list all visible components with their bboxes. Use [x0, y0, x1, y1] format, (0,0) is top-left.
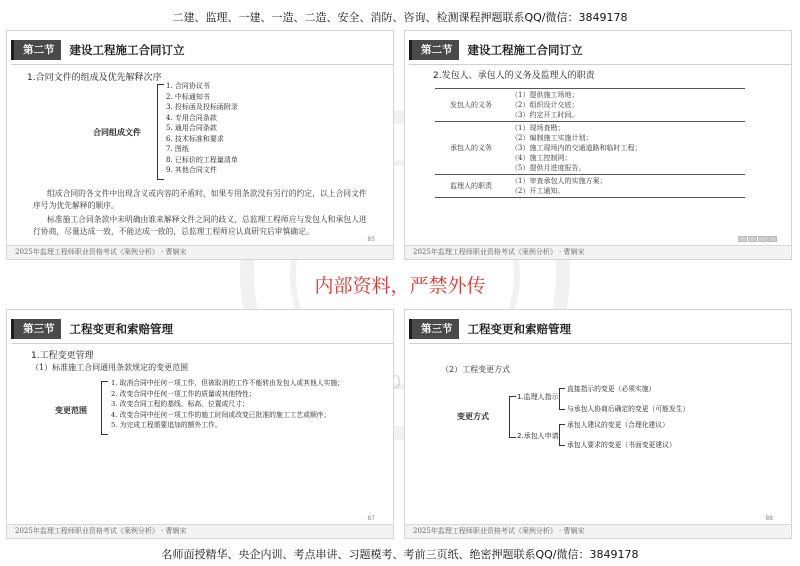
table-row — [435, 122, 745, 175]
slide-footer: 2025年监理工程师职业资格考试《案例分析》 · 曹娴宋 — [405, 524, 791, 538]
list-item: 承包人建议的变更（合理化建议） — [567, 421, 669, 429]
list-item: 3. 投标函及投标函附录 — [166, 103, 238, 111]
list-item: 5. 通用合同条款 — [166, 124, 217, 132]
list-item: 3. 改变合同工程的基线、标高、位置或尺寸； — [111, 400, 249, 408]
list-item: 6. 技术标准和要求 — [166, 134, 224, 143]
slide-subheading: （2）工程变更方式 — [441, 365, 511, 374]
title-divider — [409, 343, 791, 344]
list-item: （3）约定开工时间。 — [511, 111, 579, 119]
change-scope-list — [111, 378, 344, 431]
section-badge: 第二节 — [11, 40, 61, 60]
slide-title: 工程变更和索赔管理 — [467, 322, 571, 336]
slide-footer: 2025年监理工程师职业资格考试《案例分析》 · 曹娴宋 — [7, 245, 393, 259]
section-badge: 第二节 — [409, 40, 459, 60]
bracket — [101, 381, 108, 435]
bracket — [157, 84, 164, 180]
list-item: 9. 其他合同文件 — [166, 166, 217, 174]
section-badge: 第三节 — [409, 319, 459, 339]
row-label: 发包人的义务 — [435, 89, 507, 122]
slide-subheading: 1.工程变更管理 — [31, 351, 94, 361]
list-item: 5. 为完成工程需要追加的额外工作。 — [111, 421, 222, 429]
diagram-label: 变更范围 — [55, 406, 87, 415]
slide-title: 建设工程施工合同订立 — [467, 43, 583, 57]
slide-footer: 2025年监理工程师职业资格考试《案例分析》 · 曹娴宋 — [405, 245, 791, 259]
slide-subheading-2: （1）标准施工合同通用条款规定的变更范围 — [31, 363, 189, 372]
list-item: 承包人要求的变更（书面变更建议） — [567, 441, 676, 449]
duties-table — [435, 88, 745, 198]
branch-label: 2.承包人申请 — [517, 432, 559, 440]
diagram-label: 合同组成文件 — [93, 128, 141, 137]
confidential-notice: 内部资料，严禁外传 — [314, 275, 486, 297]
slide-88 — [404, 309, 792, 539]
bracket — [559, 424, 565, 446]
branch-label: 1.监理人指示 — [517, 393, 559, 401]
list-item: 4. 专用合同条款 — [166, 113, 217, 122]
slide-title: 建设工程施工合同订立 — [69, 43, 185, 57]
table-row — [435, 89, 745, 122]
row-items — [507, 175, 745, 198]
slide-footer: 2025年监理工程师职业资格考试《案例分析》 · 曹娴宋 — [7, 524, 393, 538]
diagram-label: 变更方式 — [457, 412, 489, 421]
list-item: （5）提供月进度报告。 — [511, 164, 586, 172]
paragraph: 组成合同的各文件中出现含义或内容的矛盾时，如果专用条款没有另行的约定，以上合同文件序号为优先解释的顺序。 — [33, 189, 367, 210]
list-item: 8. 已标价的工程量清单 — [166, 155, 238, 164]
list-item: （2）组织设计交底； — [511, 101, 579, 109]
row-label: 承包人的义务 — [435, 122, 507, 175]
slide-86 — [404, 30, 792, 260]
list-item: 与承包人协商后确定的变更（可能发生） — [567, 405, 690, 413]
contract-doc-list — [166, 81, 238, 176]
row-label: 监理人的职责 — [435, 175, 507, 198]
page-number: 88 — [765, 515, 773, 522]
row-items — [507, 122, 745, 175]
slide-title-bar — [11, 40, 185, 60]
slide-title-bar — [409, 40, 583, 60]
slide-85 — [6, 30, 394, 260]
list-item: （2）开工通知。 — [511, 187, 565, 195]
list-item: （3）施工现场内的交通道路和临时工程； — [511, 144, 642, 152]
list-item: 2. 中标通知书 — [166, 92, 210, 101]
list-item: （1）现场查勘； — [511, 124, 565, 132]
list-item: （1）提供施工场地； — [511, 91, 579, 99]
title-divider — [409, 64, 791, 65]
header-banner: 二建、监理、一建、一造、二造、安全、消防、咨询、检测课程押题联系QQ/微信：3849178 — [172, 11, 628, 24]
slide-title-bar — [11, 319, 173, 339]
slide-subheading: 1.合同文件的组成及优先解释次序 — [27, 73, 162, 83]
bracket — [509, 396, 516, 438]
slide-subheading: 2.发包人、承包人的义务及监理人的职责 — [433, 71, 595, 81]
slide-title-bar — [409, 319, 571, 339]
list-item: 直接指示的变更（必须实施） — [567, 385, 656, 393]
list-item: 1. 合同协议书 — [166, 82, 210, 90]
list-item: 2. 改变合同中任何一项工作的质量或其他特性； — [111, 389, 256, 398]
bracket — [559, 388, 565, 410]
list-item: （2）编制施工实施计划； — [511, 134, 593, 142]
page-number: 85 — [367, 236, 375, 243]
footer-banner: 名师面授精华、央企内训、考点串讲、习题模考、考前三页纸、绝密押题联系QQ/微信：3849178 — [161, 548, 639, 561]
table-row — [435, 175, 745, 198]
list-item: 1. 取消合同中任何一项工作，但被取消的工作不能转由发包人或其他人实施； — [111, 379, 344, 387]
list-item: 4. 改变合同中任何一项工作的施工时间或改变已批准的施工工艺或顺序； — [111, 410, 331, 419]
slide-87 — [6, 309, 394, 539]
row-items — [507, 89, 745, 122]
page-number: 87 — [367, 515, 375, 522]
slide-thumbnails — [738, 236, 777, 242]
slide-title: 工程变更和索赔管理 — [69, 322, 173, 336]
title-divider — [11, 64, 393, 65]
list-item: 7. 图纸 — [166, 145, 189, 153]
paragraph: 标准施工合同条款中未明确由谁来解释文件之间的歧义，总监理工程师应与发包人和承包人进行协商，尽量达成一致，不能达成一致的，总监理工程师应认真研究后审慎确定。 — [33, 215, 367, 236]
list-item: （4）施工控制网； — [511, 154, 572, 162]
list-item: （1）审查承包人的实施方案； — [511, 177, 607, 185]
title-divider — [11, 343, 393, 344]
section-badge: 第三节 — [11, 319, 61, 339]
